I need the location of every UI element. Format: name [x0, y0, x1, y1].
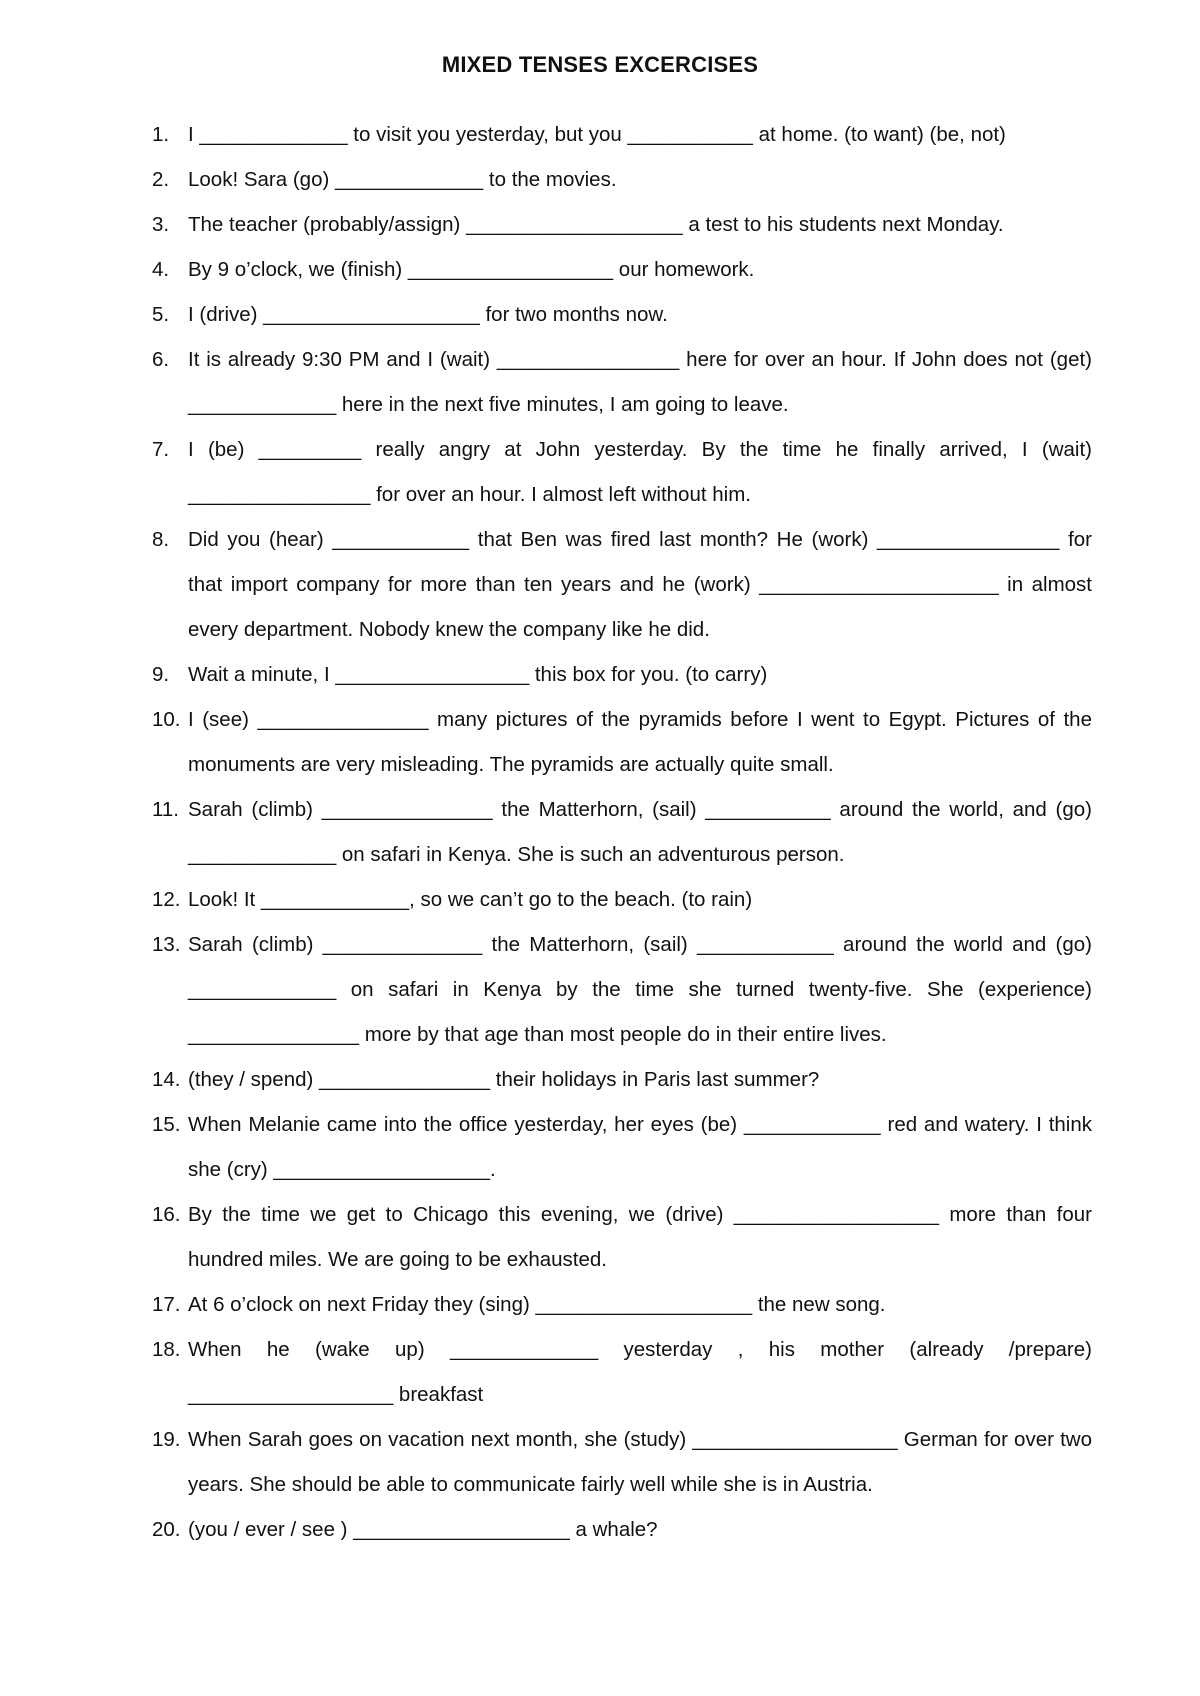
exercise-text: At 6 o’clock on next Friday they (sing) ___________________ the new song. — [188, 1293, 886, 1316]
exercise-text: Look! Sara (go) _____________ to the movies. — [188, 168, 617, 191]
exercise-text: I (see) _______________ many pictures of the pyramids before I went to Egypt. Pictures of the monuments are very misleading. The pyramids are actually quite small. — [188, 708, 1098, 776]
exercise-number: 20. — [152, 1518, 181, 1541]
exercise-item — [152, 697, 1098, 787]
exercise-text: I (be) _________ really angry at John yesterday. By the time he finally arrived, I (wait) ________________ for over an hour. I almost left without him. — [188, 438, 1098, 506]
exercise-text: By the time we get to Chicago this evening, we (drive) __________________ more than four hundred miles. We are going to be exhausted. — [188, 1203, 1098, 1271]
exercise-number: 4. — [152, 258, 170, 281]
exercise-number: 17. — [152, 1293, 181, 1316]
exercise-text: When Sarah goes on vacation next month, she (study) __________________ German for over two years. She should be able to communicate fairly well while she is in Austria. — [188, 1428, 1098, 1496]
exercise-number: 12. — [152, 888, 181, 911]
exercise-text: (you / ever / see ) ___________________ a whale? — [188, 1518, 658, 1541]
exercise-text: Wait a minute, I _________________ this box for you. (to carry) — [188, 663, 768, 686]
exercise-number: 9. — [152, 663, 170, 686]
exercise-number: 1. — [152, 123, 170, 146]
exercise-text: When he (wake up) _____________ yesterday , his mother (already /prepare) __________________ breakfast — [188, 1338, 1098, 1406]
exercise-text: (they / spend) _______________ their holidays in Paris last summer? — [188, 1068, 820, 1091]
exercise-number: 8. — [152, 528, 170, 551]
exercise-item — [152, 337, 1098, 427]
exercise-item — [152, 1507, 1092, 1552]
exercise-number: 7. — [152, 438, 170, 461]
exercise-item — [152, 517, 1098, 652]
exercise-item — [152, 202, 1092, 247]
exercise-text: Sarah (climb) ______________ the Matterhorn, (sail) ____________ around the world and (go) _____________ on safari in Kenya by the time she turned twenty-five. She (experience) _______________ more by that age than most people do in their entire lives. — [188, 933, 1098, 1046]
exercise-item — [152, 1192, 1098, 1282]
exercise-item — [152, 1057, 1092, 1102]
exercise-text: I _____________ to visit you yesterday, but you ___________ at home. (to want) (be, not) — [188, 123, 1006, 146]
exercise-number: 16. — [152, 1203, 181, 1226]
exercise-item — [152, 787, 1098, 877]
exercise-item — [152, 1417, 1098, 1507]
exercise-text: It is already 9:30 PM and I (wait) ________________ here for over an hour. If John does not (get) _____________ here in the next five minutes, I am going to leave. — [188, 348, 1098, 416]
exercise-list — [152, 112, 1098, 1552]
exercise-number: 15. — [152, 1113, 181, 1136]
exercise-number: 10. — [152, 708, 181, 731]
exercise-text: When Melanie came into the office yesterday, her eyes (be) ____________ red and watery. I think she (cry) ___________________. — [188, 1113, 1098, 1181]
exercise-text: The teacher (probably/assign) ___________________ a test to his students next Monday. — [188, 213, 1004, 236]
exercise-item — [152, 877, 1092, 922]
exercise-item — [152, 1327, 1098, 1417]
exercise-number: 18. — [152, 1338, 181, 1361]
exercise-item — [152, 427, 1098, 517]
exercise-number: 14. — [152, 1068, 181, 1091]
exercise-item — [152, 1282, 1092, 1327]
exercise-item — [152, 157, 1092, 202]
exercise-number: 19. — [152, 1428, 181, 1451]
exercise-number: 6. — [152, 348, 170, 371]
exercise-item — [152, 652, 1092, 697]
exercise-item — [152, 112, 1092, 157]
exercise-text: By 9 o’clock, we (finish) __________________ our homework. — [188, 258, 755, 281]
exercise-number: 11. — [152, 798, 179, 821]
exercise-item — [152, 1102, 1098, 1192]
exercise-number: 2. — [152, 168, 170, 191]
exercise-number: 3. — [152, 213, 170, 236]
exercise-item — [152, 292, 1092, 337]
exercise-text: Look! It _____________, so we can’t go to the beach. (to rain) — [188, 888, 753, 911]
exercise-text: Sarah (climb) _______________ the Matterhorn, (sail) ___________ around the world, and (go) _____________ on safari in Kenya. She is such an adventurous person. — [188, 798, 1098, 866]
exercise-item — [152, 247, 1092, 292]
exercise-number: 13. — [152, 933, 181, 956]
exercise-text: Did you (hear) ____________ that Ben was fired last month? He (work) ________________ for that import company for more than ten years and he (work) _____________________ in almost every department. Nobody knew the company like he did. — [188, 528, 1098, 641]
exercise-item — [152, 922, 1098, 1057]
page-title: MIXED TENSES EXCERCISES — [441, 52, 759, 77]
exercise-text: I (drive) ___________________ for two months now. — [188, 303, 668, 326]
exercise-number: 5. — [152, 303, 170, 326]
